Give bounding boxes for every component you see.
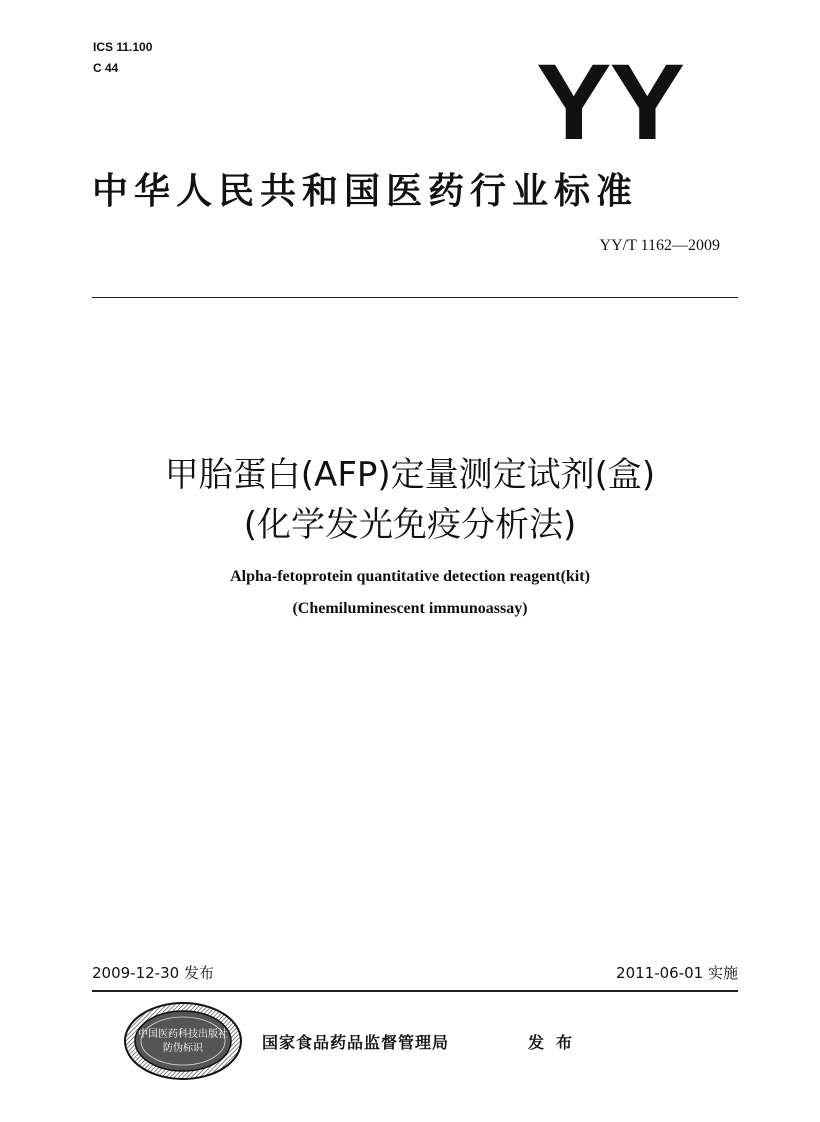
header-divider [92,297,738,298]
footer-divider [92,990,738,992]
chinese-title-line1: 甲胎蛋白(AFP)定量测定试剂(盒) [164,455,656,495]
issue-date: 2009-12-30 发布 [92,964,214,982]
implementation-date: 2011-06-01 实施 [616,964,738,982]
seal-graphic [123,1001,243,1081]
english-title-line2: (Chemiluminescent immunoassay) [292,600,528,617]
classification-codes [93,37,152,79]
seal-text-line1: 中国医药科技出版社 [138,1029,228,1040]
english-title-line1: Alpha-fetoprotein quantitative detection reagent(kit) [230,568,590,585]
seal-text-line2: 防伪标识 [163,1043,203,1054]
organization-title: 中华人民共和国医药行业标准 [92,171,639,212]
ics-code: ICS 11.100 [93,40,153,54]
ccs-code: C 44 [93,61,119,75]
chinese-title-line2: (化学发光免疫分析法) [243,505,577,545]
anti-counterfeit-seal [123,1001,243,1081]
issuing-authority: 国家食品药品监督管理局 [262,1033,450,1052]
standard-category-logo: YY [536,41,684,162]
standard-number: YY/T 1162—2009 [599,237,720,254]
issue-verb: 发布 [528,1033,585,1052]
